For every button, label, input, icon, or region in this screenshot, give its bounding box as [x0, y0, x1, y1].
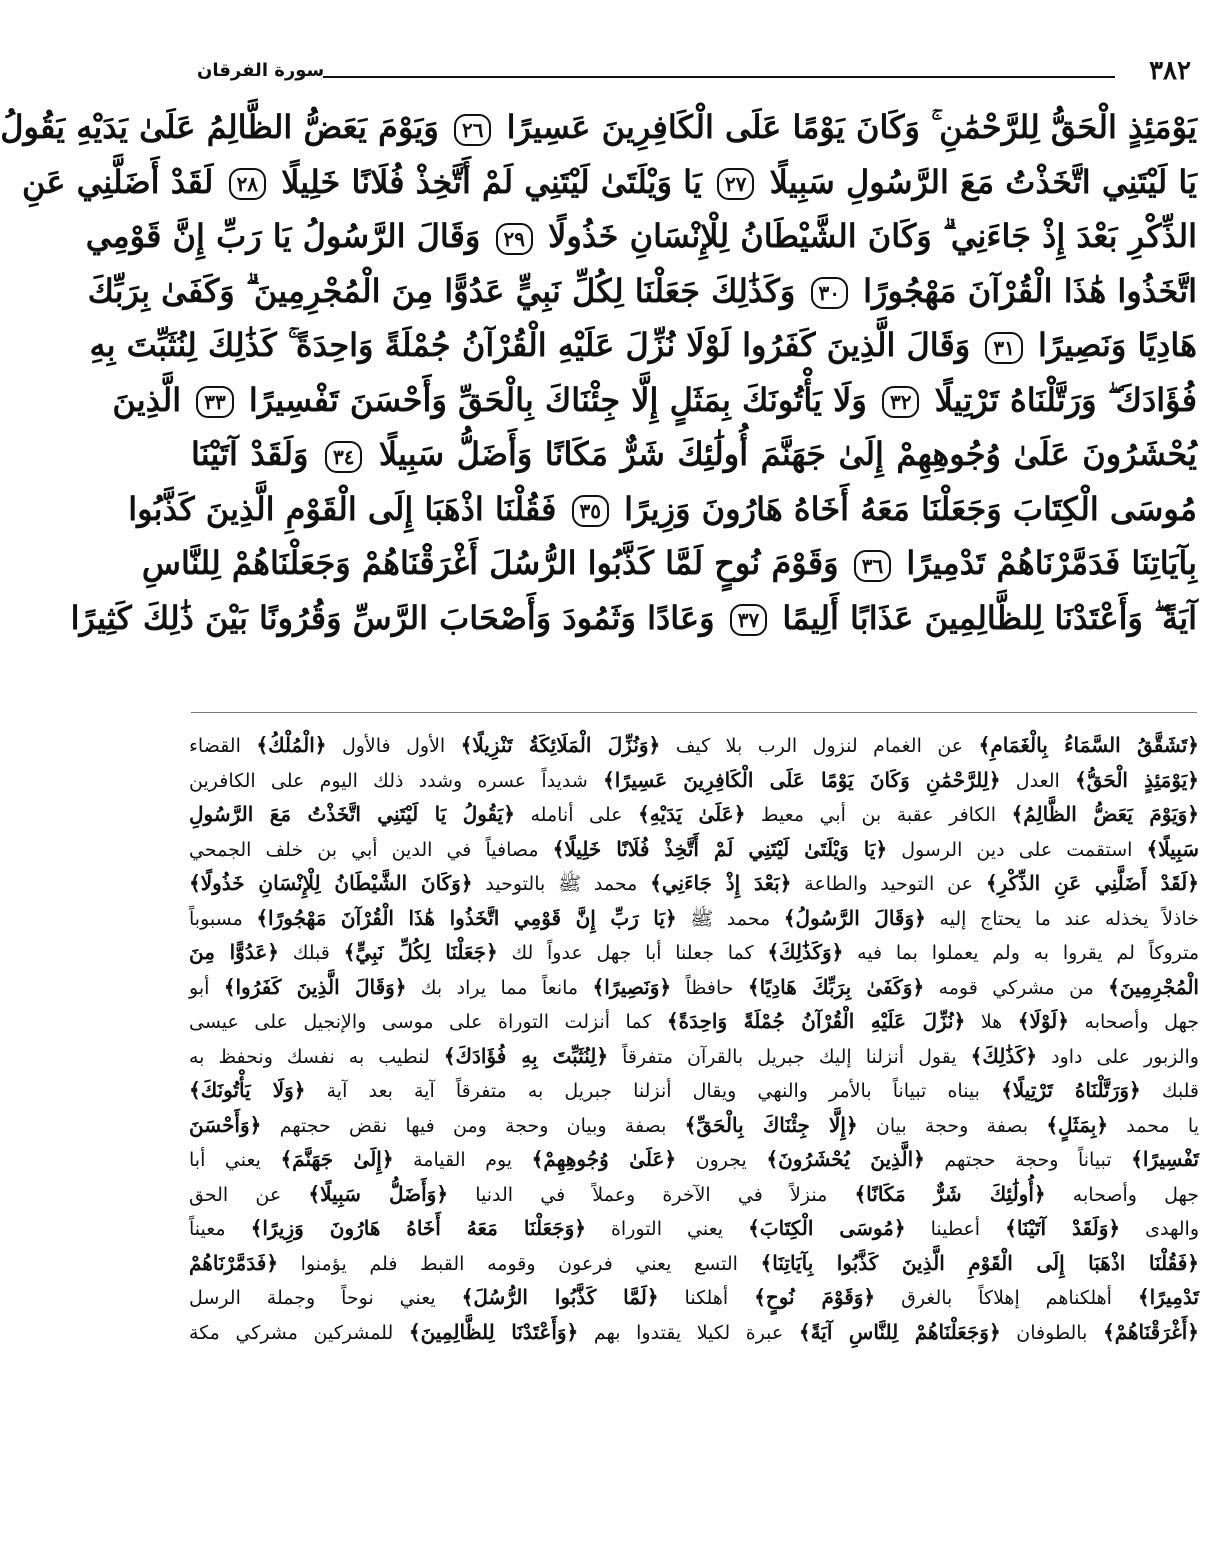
tafsir-commentary: عن التوحيد والطاعة [791, 873, 986, 895]
quran-verse-text: وَكَذَٰلِكَ جَعَلْنَا لِكُلِّ نَبِيٍّ عَدُوًّا مِنَ الْمُجْرِمِينَ ۗ وَكَفَىٰ بِرَبِّكَ [87, 271, 807, 310]
tafsir-quoted-verse: ﴿عَدُوًّا مِنَ [189, 940, 279, 964]
tafsir-commentary: مانعاً مما يراد بك [406, 976, 593, 999]
quran-line [89, 318, 1197, 373]
tafsir-line [189, 1142, 1199, 1177]
tafsir-commentary: يعني التوراة [585, 1218, 749, 1240]
tafsir-quoted-verse: ﴿وَقَالَ الَّذِينَ كَفَرُوا﴾ [223, 974, 407, 999]
tafsir-quoted-verse: ﴿يَا وَيْلَتَىٰ لَيْتَنِي لَمْ أَتَّخِذْ فُلَانًا خَلِيلًا﴾ [552, 836, 888, 861]
tafsir-line [189, 763, 1199, 798]
tafsir-line [189, 1039, 1199, 1074]
tafsir-commentary: بالطوفان [1000, 1321, 1103, 1344]
quran-verse-text: وَقَالَ الرَّسُولُ يَا رَبِّ إِنَّ قَوْمِي [85, 217, 492, 255]
tafsir-commentary: والهدى [1120, 1218, 1200, 1240]
tafsir-quoted-verse: ﴿تَشَقَّقُ السَّمَاءُ بِالْغَمَامِ﴾ [978, 733, 1200, 757]
quran-verse-text: فُؤَادَكَ ۖ وَرَتَّلْنَاهُ تَرْتِيلًا [923, 380, 1197, 419]
tafsir-commentary: قلبك [1140, 1080, 1200, 1102]
quran-verse-text: بِآيَاتِنَا فَدَمَّرْنَاهُمْ تَدْمِيرًا [895, 544, 1197, 582]
quran-verse-text: فَقُلْنَا اذْهَبَا إِلَى الْقَوْمِ الَّذِينَ كَذَّبُوا [128, 489, 568, 528]
tafsir-quoted-verse: ﴿إِلَىٰ جَهَنَّمَ﴾ [280, 1147, 394, 1171]
ayah-number-marker: ٢٨ [229, 168, 266, 200]
tafsir-line [189, 832, 1199, 867]
tafsir-quoted-verse: ﴿مُوسَى الْكِتَابَ﴾ [748, 1216, 906, 1240]
tafsir-quoted-verse: ﴿يَوْمَئِذٍ الْحَقُّ﴾ [1075, 767, 1199, 792]
tafsir-commentary: بيناه تبياناً بالأمر والنهي ويقال أنزلنا جبريل به متفرقاً آية بعد آية [305, 1080, 1002, 1102]
tafsir-quoted-verse: ﴿فَقُلْنَا اذْهَبَا إِلَى الْقَوْمِ الَّذِينَ كَذَّبُوا بِآيَاتِنَا﴾ [760, 1250, 1199, 1275]
tafsir-quoted-verse: ﴿فَدَمَّرْنَاهُمْ [189, 1250, 279, 1275]
tafsir-line [189, 901, 1199, 936]
tafsir-line [189, 1211, 1199, 1246]
tafsir-commentary: أهلكناهم إهلاكاً بالغرق [875, 1287, 1138, 1309]
tafsir-quoted-verse: ﴿وَنُزِّلَ الْمَلَائِكَةُ تَنْزِيلًا﴾ [460, 733, 661, 757]
ayah-number-marker: ٣١ [985, 332, 1022, 364]
tafsir-quoted-verse: ﴿وَجَعَلْنَاهُمْ لِلنَّاسِ آيَةً﴾ [798, 1319, 1001, 1344]
ayah-number-marker: ٢٦ [454, 114, 491, 146]
tafsir-commentary: مسبوباً [189, 907, 257, 930]
tafsir-commentary: أهلكنا [658, 1287, 755, 1309]
ayah-number-marker: ٣٧ [730, 604, 767, 636]
quran-verse-text: وَيَوْمَ يَعَضُّ الظَّالِمُ عَلَىٰ يَدَيْهِ يَقُولُ [0, 108, 450, 146]
quran-verse-text: يَا وَيْلَتَىٰ لَيْتَنِي لَمْ أَتَّخِذْ فُلَانًا خَلِيلًا [270, 162, 713, 201]
ayah-number-marker: ٣٠ [811, 277, 848, 309]
tafsir-quoted-verse: ﴿وَلَقَدْ آتَيْنَا﴾ [1005, 1216, 1121, 1240]
tafsir-commentary: تبياناً وحجة حجتهم [924, 1149, 1132, 1171]
tafsir-line [189, 1177, 1199, 1212]
tafsir-quoted-verse: ﴿إِلَّا جِئْنَاكَ بِالْحَقِّ﴾ [684, 1112, 858, 1137]
tafsir-commentary: يوم القيامة [393, 1149, 532, 1171]
quran-verse-text: وَقَالَ الَّذِينَ كَفَرُوا لَوْلَا نُزِّلَ عَلَيْهِ الْقُرْآنُ جُمْلَةً وَاحِدَةً ۚ كَذَٰلِكَ لِنُثَبِّتَ بِهِ [89, 326, 982, 364]
tafsir-commentary: للمشركين مشركي مكة [189, 1321, 409, 1344]
quran-verse-text: الَّذِينَ [112, 380, 193, 419]
tafsir-commentary: أبو [189, 976, 224, 999]
header-rule [323, 76, 1115, 78]
quran-verse-text: اتَّخَذُوا هَٰذَا الْقُرْآنَ مَهْجُورًا [851, 271, 1197, 310]
ayah-number-marker: ٢٩ [496, 223, 533, 255]
tafsir-commentary: محمد ﷺ [676, 907, 784, 930]
tafsir-commentary: استقمت على دين الرسول [887, 838, 1147, 861]
tafsir-quoted-verse: ﴿نُزِّلَ عَلَيْهِ الْقُرْآنُ جُمْلَةً وَاحِدَةً﴾ [666, 1009, 966, 1033]
tafsir-commentary: منزلاً في الآخرة وعملاً في الدنيا [448, 1183, 855, 1206]
quran-line [128, 482, 1197, 537]
tafsir-quoted-verse: ﴿لِنُثَبِّتَ بِهِ فُؤَادَكَ﴾ [443, 1043, 609, 1068]
tafsir-commentary: الأول فالأول [326, 735, 461, 757]
tafsir-commentary: حافظاً [671, 976, 748, 999]
tafsir-quoted-verse: ﴿جَعَلْنَا لِكُلِّ نَبِيٍّ﴾ [343, 940, 498, 964]
tafsir-quoted-verse: ﴿أُولَٰئِكَ شَرٌّ مَكَانًا﴾ [854, 1181, 1046, 1206]
tafsir-quoted-verse: تَفْسِيرًا﴾ [1131, 1147, 1199, 1171]
quran-verse-text: يُحْشَرُونَ عَلَىٰ وُجُوهِهِمْ إِلَىٰ جَهَنَّمَ أُولَٰئِكَ شَرٌّ مَكَانًا وَأَضَلُّ سَبِيلًا [366, 435, 1197, 473]
tafsir-commentary: يا محمد [1108, 1114, 1200, 1137]
tafsir-commentary: هلا [965, 1011, 1018, 1033]
surah-title: سورة الفرقان [197, 60, 325, 81]
tafsir-line [189, 797, 1199, 832]
ayah-number-marker: ٣٣ [196, 386, 233, 418]
tafsir-quoted-verse: ﴿عَلَىٰ وُجُوهِهِمْ﴾ [531, 1147, 677, 1171]
ayah-number-marker: ٣٥ [572, 495, 609, 527]
tafsir-commentary: القضاء [189, 735, 257, 757]
tafsir-quoted-verse: ﴿يَقُولُ يَا لَيْتَنِي اتَّخَذْتُ مَعَ الرَّسُولِ [189, 802, 515, 826]
ayah-number-marker: ٣٢ [882, 386, 919, 418]
tafsir-quoted-verse: ﴿وَأَعْتَدْنَا لِلظَّالِمِينَ﴾ [408, 1319, 579, 1344]
quran-verse-text: وَلَا يَأْتُونَكَ بِمَثَلٍ إِلَّا جِئْنَاكَ بِالْحَقِّ وَأَحْسَنَ تَفْسِيرًا [237, 380, 878, 419]
tafsir-quoted-verse: ﴿وَلَا يَأْتُونَكَ﴾ [189, 1078, 306, 1102]
tafsir-commentary: يجرون [676, 1149, 767, 1171]
tafsir-quoted-verse: ﴿لَمَّا كَذَّبُوا الرُّسُلَ﴾ [461, 1285, 659, 1309]
quran-text-block [0, 100, 1197, 700]
tafsir-quoted-verse: ﴿وَكَانَ الشَّيْطَانُ لِلْإِنْسَانِ خَذُولًا﴾ [189, 871, 473, 895]
tafsir-commentary: متروكاً لم يقروا به ولم يعملوا بما فيه [843, 942, 1200, 964]
tafsir-commentary: عبرة لكيلا يقتدوا بهم [578, 1321, 799, 1344]
tafsir-commentary: جهل وأصحابه [1045, 1183, 1199, 1206]
tafsir-line [189, 970, 1199, 1005]
tafsir-commentary: جهل وأصحابه [1069, 1011, 1200, 1033]
tafsir-quoted-verse: ﴿لِلرَّحْمَٰنِ وَكَانَ يَوْمًا عَلَى الْكَافِرِينَ عَسِيرًا﴾ [603, 767, 1001, 792]
quran-verse-text: الذِّكْرِ بَعْدَ إِذْ جَاءَنِي ۗ وَكَانَ الشَّيْطَانُ لِلْإِنْسَانِ خَذُولًا [537, 217, 1197, 255]
tafsir-quoted-verse: ﴿بَعْدَ إِذْ جَاءَنِي﴾ [650, 871, 792, 895]
quran-verse-text: يَا لَيْتَنِي اتَّخَذْتُ مَعَ الرَّسُولِ سَبِيلًا [758, 162, 1197, 201]
ayah-number-marker: ٣٦ [854, 550, 891, 582]
tafsir-quoted-verse: الْمُجْرِمِينَ﴾ [1108, 974, 1199, 999]
tafsir-line [189, 1108, 1199, 1143]
tafsir-commentary: بصفة وبيان وحجة ومن فيها نقض حجتهم [261, 1114, 685, 1137]
tafsir-commentary: يعني أبا [189, 1149, 281, 1171]
page-number: ٣٨٢ [1149, 56, 1191, 86]
tafsir-commentary: خاذلاً يخذله عند ما يحتاج إليه [925, 907, 1199, 930]
tafsir-text-block [189, 728, 1199, 1528]
tafsir-commentary: العدل [1000, 769, 1076, 792]
quran-line [191, 427, 1197, 482]
tafsir-commentary: يعني نوحاً وجملة الرسل [189, 1287, 462, 1309]
tafsir-quoted-verse: تَدْمِيرًا﴾ [1137, 1285, 1199, 1309]
tafsir-quoted-verse: ﴿أَغْرَقْنَاهُمْ﴾ [1102, 1319, 1200, 1344]
tafsir-quoted-verse: ﴿وَجَعَلْنَا مَعَهُ أَخَاهُ هَارُونَ وَزِيرًا﴾ [250, 1216, 586, 1240]
tafsir-commentary: على أنامله [514, 804, 638, 826]
tafsir-quoted-verse: ﴿الْمُلْكُ﴾ [256, 733, 327, 757]
tafsir-line [189, 728, 1199, 763]
tafsir-commentary: والزبور على داود [1037, 1045, 1199, 1068]
tafsir-quoted-verse: ﴿عَلَىٰ يَدَيْهِ﴾ [637, 802, 746, 826]
tafsir-commentary: شديداً عسره وشدد ذلك اليوم على الكافرين [189, 769, 604, 792]
tafsir-commentary: لنطيب به نفسك ونحفظ به [189, 1045, 444, 1068]
tafsir-quoted-verse: سَبِيلًا﴾ [1146, 836, 1200, 861]
tafsir-commentary: معيناً [189, 1218, 251, 1240]
tafsir-commentary: كما جعلنا أبا جهل عدواً لك [497, 942, 768, 964]
tafsir-quoted-verse: ﴿وَكَذَٰلِكَ﴾ [767, 940, 844, 964]
tafsir-quoted-verse: ﴿وَأَحْسَنَ [189, 1112, 262, 1137]
page-header [193, 56, 1195, 86]
tafsir-quoted-verse: ﴿وَرَتَّلْنَاهُ تَرْتِيلًا﴾ [1001, 1078, 1141, 1102]
tafsir-line [189, 1073, 1199, 1108]
ayah-number-marker: ٢٧ [717, 168, 754, 200]
quran-verse-text: آيَةً ۖ وَأَعْتَدْنَا لِلظَّالِمِينَ عَذَابًا أَلِيمًا [771, 598, 1197, 637]
tafsir-commentary: التسع يعني فرعون وقومه القبط فلم يؤمنوا [278, 1252, 761, 1275]
tafsir-quoted-verse: ﴿الَّذِينَ يُحْشَرُونَ﴾ [766, 1147, 925, 1171]
tafsir-commentary: قبلك [278, 942, 344, 964]
tafsir-commentary: من مشركي قومه [924, 976, 1109, 999]
quran-line [85, 209, 1197, 264]
tafsir-quoted-verse: ﴿وَقَالَ الرَّسُولُ﴾ [783, 905, 926, 930]
quran-line [70, 591, 1197, 646]
tafsir-commentary: عن الحق [189, 1183, 309, 1206]
quran-verse-text: يَوْمَئِذٍ الْحَقُّ لِلرَّحْمَٰنِ ۚ وَكَانَ يَوْمًا عَلَى الْكَافِرِينَ عَسِيرًا [495, 108, 1197, 146]
quran-verse-text: مُوسَى الْكِتَابَ وَجَعَلْنَا مَعَهُ أَخَاهُ هَارُونَ وَزِيرًا [613, 489, 1197, 528]
tafsir-line [189, 1315, 1199, 1350]
tafsir-line [189, 935, 1199, 970]
ayah-number-marker: ٣٤ [325, 441, 362, 473]
tafsir-commentary: مصافياً في الدين أبي بن خلف الجمحي [189, 838, 553, 861]
tafsir-line [189, 1246, 1199, 1281]
quran-verse-text: وَعَادًا وَثَمُودَ وَأَصْحَابَ الرَّسِّ وَقُرُونًا بَيْنَ ذَٰلِكَ كَثِيرًا [70, 598, 726, 637]
tafsir-line [189, 1004, 1199, 1039]
tafsir-commentary: محمد ﷺ بالتوحيد [472, 873, 651, 895]
tafsir-commentary: عن الغمام لنزول الرب بلا كيف [660, 735, 979, 757]
tafsir-commentary: أعطينا [905, 1218, 1006, 1240]
tafsir-quoted-verse: ﴿وَقَوْمَ نُوحٍ﴾ [754, 1285, 876, 1309]
quran-verse-text: هَادِيًا وَنَصِيرًا [1026, 326, 1197, 364]
tafsir-quoted-verse: ﴿وَيَوْمَ يَعَضُّ الظَّالِمُ﴾ [1011, 802, 1200, 826]
tafsir-quoted-verse: ﴿يَا رَبِّ إِنَّ قَوْمِي اتَّخَذُوا هَٰذَا الْقُرْآنَ مَهْجُورًا﴾ [256, 905, 677, 930]
quran-line [87, 264, 1197, 319]
section-divider [191, 712, 1197, 713]
quran-verse-text: وَقَوْمَ نُوحٍ لَمَّا كَذَّبُوا الرُّسُلَ أَغْرَقْنَاهُمْ وَجَعَلْنَاهُمْ لِلنَّاسِ [141, 544, 850, 582]
tafsir-quoted-verse: ﴿لَوْلَا﴾ [1017, 1009, 1069, 1033]
tafsir-commentary: يقول أنزلنا إليك جبريل بالقرآن متفرقاً [608, 1045, 971, 1068]
quran-line [0, 100, 1197, 155]
quran-verse-text: وَلَقَدْ آتَيْنَا [191, 435, 321, 473]
tafsir-commentary: الكافر عقبة بن أبي معيط [745, 804, 1012, 826]
tafsir-quoted-verse: ﴿وَأَضَلُّ سَبِيلًا﴾ [308, 1181, 449, 1206]
quran-line [112, 373, 1197, 428]
tafsir-commentary: كما أنزلت التوراة على موسى والإنجيل على عيسى [189, 1011, 667, 1033]
tafsir-line [189, 1280, 1199, 1315]
tafsir-quoted-verse: ﴿وَكَفَىٰ بِرَبِّكَ هَادِيًا﴾ [747, 974, 925, 999]
tafsir-quoted-verse: ﴿كَذَٰلِكَ﴾ [970, 1043, 1038, 1068]
tafsir-quoted-verse: ﴿لَقَدْ أَضَلَّنِي عَنِ الذِّكْرِ﴾ [985, 871, 1199, 895]
tafsir-commentary: بصفة وحجة بيان [857, 1114, 1047, 1137]
quran-line [141, 536, 1197, 591]
quran-verse-text: لَقَدْ أَضَلَّنِي عَنِ [21, 162, 225, 201]
tafsir-quoted-verse: ﴿بِمَثَلٍ﴾ [1046, 1112, 1109, 1137]
tafsir-line [189, 866, 1199, 901]
tafsir-quoted-verse: ﴿وَنَصِيرًا﴾ [592, 974, 672, 999]
quran-line [21, 155, 1197, 210]
